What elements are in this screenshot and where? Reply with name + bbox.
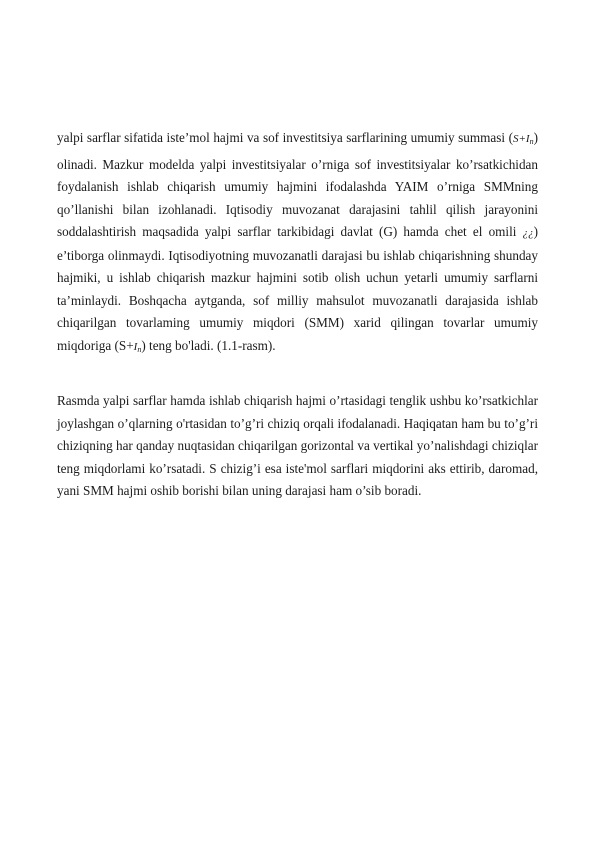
text-run: ) olinadi. Mazkur modelda yalpi investitsiyalar o’rniga sof investitsiyalar ko’rsatkichidan foydalanish ishlab chiqarish umumiy hajmini ifodalashda YAIM o’rniga SMMning qo’llanishi bilan izohlanadi. Iqtisodiy muvozanat darajasini tahlil qilish jarayonini soddalashtirish maqsadida yalpi sarflar tarkibidagi davlat (G) hamda chet el omili	[57, 130, 538, 239]
paragraph-2	[57, 390, 538, 503]
paragraph-1	[57, 127, 538, 361]
math-formula: ¿¿	[522, 227, 534, 239]
math-symbol: S+I	[513, 133, 530, 145]
math-subscript: n	[529, 137, 534, 146]
math-symbol: I	[133, 340, 138, 353]
math-formula	[513, 133, 534, 145]
text-run: ) teng bo'ladi. (1.1-rasm).	[141, 337, 276, 353]
math-subscript: n	[137, 344, 142, 354]
paragraph-1-text	[57, 127, 538, 361]
paragraph-2-text: Rasmda yalpi sarflar hamda ishlab chiqarish hajmi o’rtasidagi tenglik ushbu ko’rsatkichlar joylashgan o’qlarning o'rtasidan to’g’ri chiziq orqali ifodalanadi. Haqiqatan ham bu to’g’ri chiziqning har qanday nuqtasidan chiqarilgan gorizontal va vertikal yo’nalishdagi chiziqlar teng miqdorlami ko’rsatadi. S chizig’i esa iste'mol sarflari miqdorini aks ettirib, daromad, yani SMM hajmi oshib borishi bilan uning darajasi ham o’sib boradi.	[57, 393, 538, 498]
text-run: ) e’tiborga olinmaydi. Iqtisodiyotning muvozanatli darajasi bu ishlab chiqarishning shunday hajmiki, u ishlab chiqarish mazkur hajmini sotib olish uchun yetarli umumiy sarflarni ta’minlaydi. Boshqacha aytganda, sof milliy mahsulot muvozanatli darajasida ishlab chiqarilgan tovarlaming umumiy miqdori (SMM) xarid qilingan tovarlar umumiy miqdoriga (S+	[57, 224, 538, 353]
text-run: yalpi sarflar sifatida iste’mol hajmi va sof investitsiya sarflarining umumiy summasi (	[57, 130, 513, 145]
